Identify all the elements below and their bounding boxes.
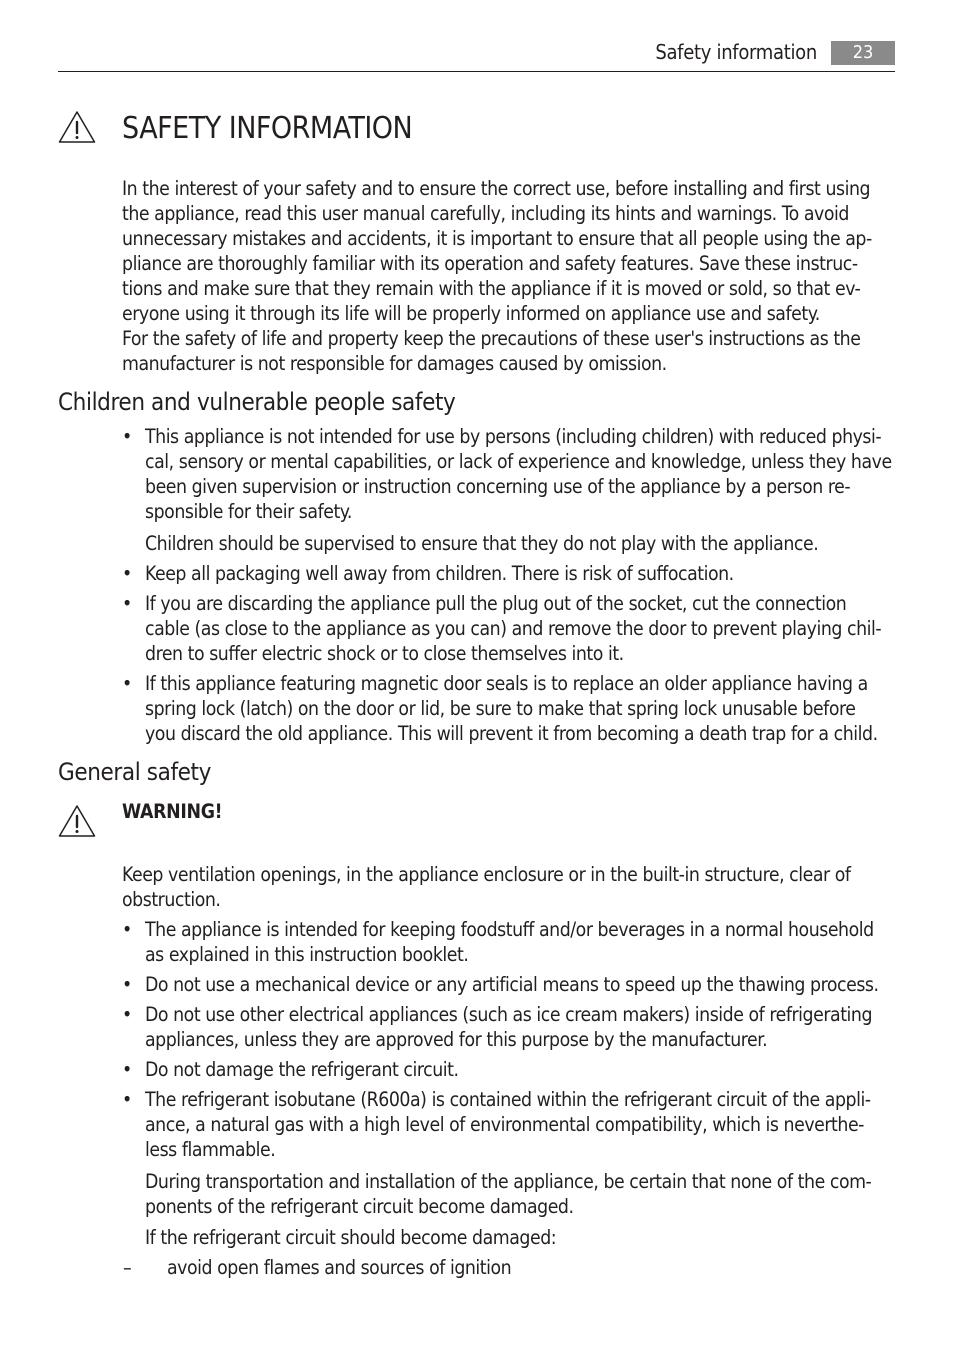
bullet-dot: •: [122, 918, 133, 941]
bullet-dot: •: [122, 672, 133, 695]
list-item-line: sponsible for their safety.: [145, 500, 352, 523]
list-item-line: cable (as close to the appliance as you can) and remove the door to prevent playing chil-: [145, 617, 882, 640]
list-item-line: Keep all packaging well away from children. There is risk of suffocation.: [145, 562, 734, 585]
bullet-dot: •: [122, 1088, 133, 1111]
list-item-line: you discard the old appliance. This will prevent it from becoming a death trap for a child.: [145, 722, 878, 745]
page-number: 23: [831, 41, 895, 65]
list-item-line: dren to suffer electric shock or to close themselves into it.: [145, 642, 624, 665]
list-item-line: as explained in this instruction booklet.: [145, 943, 469, 966]
list-item-line: If you are discarding the appliance pull the plug out of the socket, cut the connection: [145, 592, 847, 615]
ventilation-line: obstruction.: [122, 888, 221, 911]
intro-line: pliance are thoroughly familiar with its operation and safety features. Save these instruc-: [122, 252, 858, 275]
intro-line: tions and make sure that they remain with the appliance if it is moved or sold, so that ev-: [122, 277, 861, 300]
list-item-line: appliances, unless they are approved for this purpose by the manufacturer.: [145, 1028, 768, 1051]
list-item-line: cal, sensory or mental capabilities, or lack of experience and knowledge, unless they have: [145, 450, 892, 473]
ventilation-line: Keep ventilation openings, in the appliance enclosure or in the built-in structure, clear of: [122, 863, 851, 886]
warning-triangle-icon: [58, 804, 96, 838]
intro-line: manufacturer is not responsible for damages caused by omission.: [122, 352, 667, 375]
children-safety-heading: Children and vulnerable people safety: [58, 388, 456, 416]
list-item-line: Do not use other electrical appliances (such as ice cream makers) inside of refrigerating: [145, 1003, 873, 1026]
transport-note-line: During transportation and installation of the appliance, be certain that none of the com-: [145, 1170, 872, 1193]
header-section-title: Safety information: [655, 40, 817, 64]
general-safety-heading: General safety: [58, 758, 211, 786]
warning-triangle-icon: [58, 110, 96, 144]
intro-line: the appliance, read this user manual carefully, including its hints and warnings. To avoid: [122, 202, 849, 225]
list-item-line: This appliance is not intended for use by persons (including children) with reduced physi-: [145, 425, 882, 448]
bullet-dot: •: [122, 1003, 133, 1026]
list-item-line: Do not damage the refrigerant circuit.: [145, 1058, 459, 1081]
intro-line: eryone using it through its life will be properly informed on appliance use and safety.: [122, 302, 820, 325]
page-title: SAFETY INFORMATION: [122, 111, 413, 146]
intro-line: In the interest of your safety and to ensure the correct use, before installing and first using: [122, 177, 871, 200]
list-item-line: If this appliance featuring magnetic door seals is to replace an older appliance having a: [145, 672, 868, 695]
bullet-dot: •: [122, 1058, 133, 1081]
damaged-note: If the refrigerant circuit should become damaged:: [145, 1226, 557, 1249]
warning-label: WARNING!: [122, 800, 223, 823]
bullet-dot: •: [122, 562, 133, 585]
bullet-dot: •: [122, 425, 133, 448]
page-header: [58, 38, 895, 72]
list-item-line: been given supervision or instruction concerning use of the appliance by a person re-: [145, 475, 851, 498]
bullet-dot: •: [122, 973, 133, 996]
list-item-line: The refrigerant isobutane (R600a) is contained within the refrigerant circuit of the appli-: [145, 1088, 871, 1111]
dash-marker: –: [123, 1256, 132, 1279]
intro-line: For the safety of life and property keep the precautions of these user's instructions as the: [122, 327, 861, 350]
list-item-line: Do not use a mechanical device or any artificial means to speed up the thawing process.: [145, 973, 879, 996]
list-item-line: The appliance is intended for keeping foodstuff and/or beverages in a normal household: [145, 918, 874, 941]
intro-line: unnecessary mistakes and accidents, it is important to ensure that all people using the ap-: [122, 227, 872, 250]
list-item-line: less flammable.: [145, 1138, 276, 1161]
list-item-line: spring lock (latch) on the door or lid, be sure to make that spring lock unusable before: [145, 697, 856, 720]
bullet-dot: •: [122, 592, 133, 615]
dash-list-item: avoid open flames and sources of ignition: [167, 1256, 512, 1279]
list-item-line: ance, a natural gas with a high level of environmental compatibility, which is neverthe-: [145, 1113, 864, 1136]
transport-note-line: ponents of the refrigerant circuit become damaged.: [145, 1195, 574, 1218]
list-item-note: Children should be supervised to ensure that they do not play with the appliance.: [145, 532, 819, 555]
